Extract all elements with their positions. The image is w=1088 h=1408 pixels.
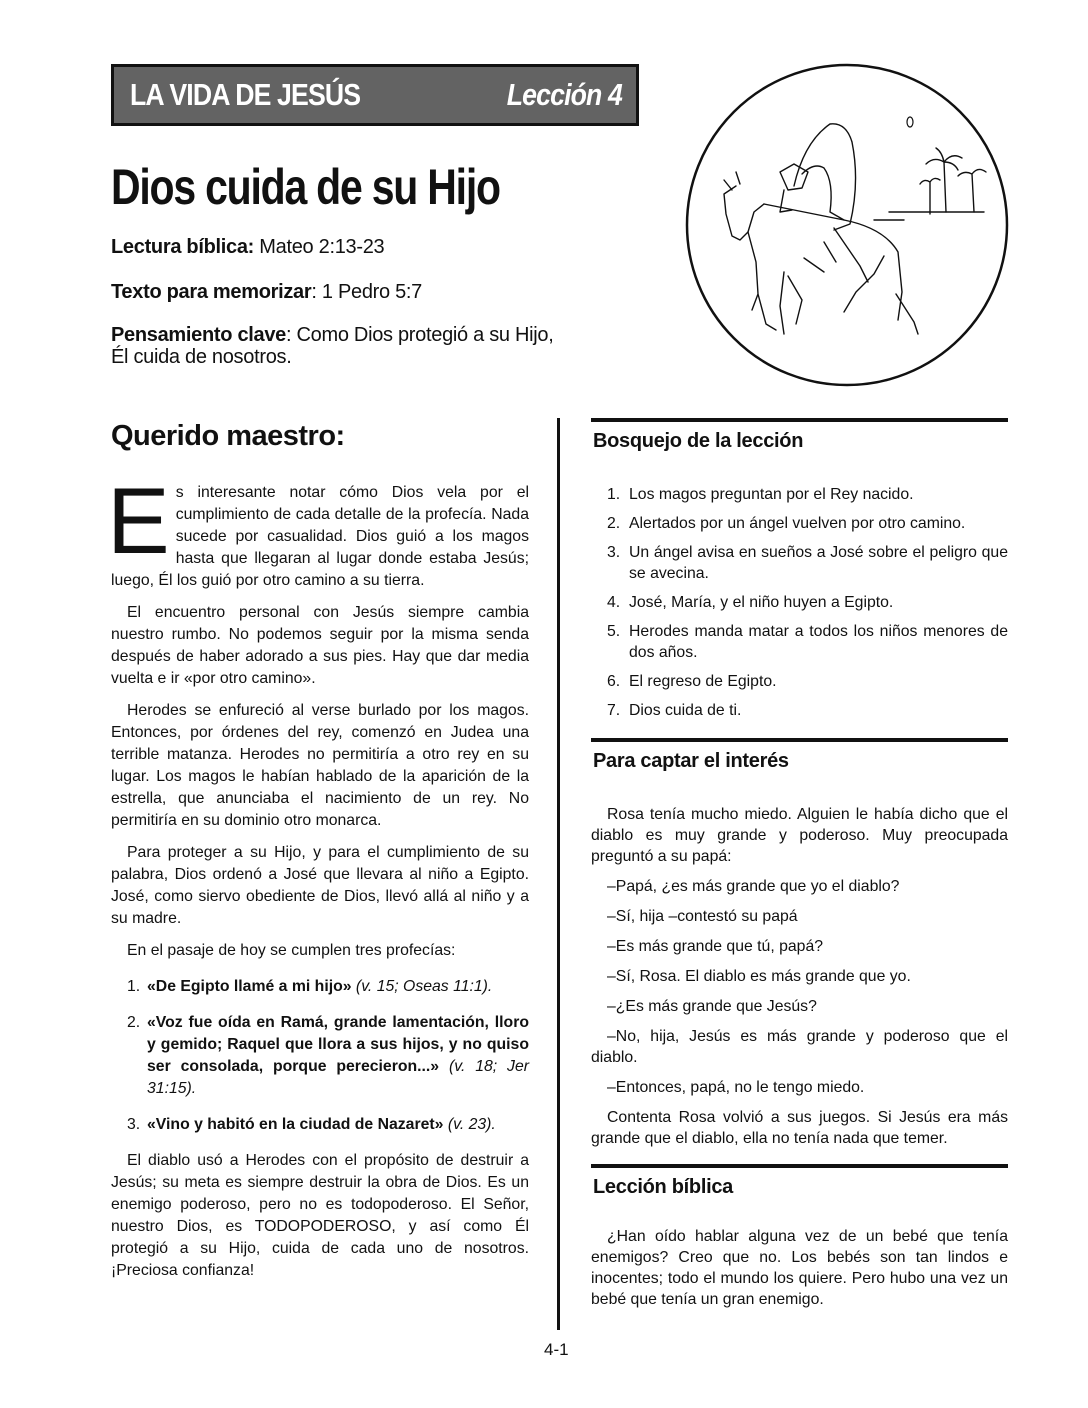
key-thought-label: Pensamiento clave: [111, 324, 286, 346]
lesson-number: Lección 4: [506, 77, 622, 112]
section-rule: [591, 738, 1008, 742]
paragraph: Contenta Rosa volvió a sus juegos. Si Jesús era más grande que el diablo, ella no tenía nada que temer.: [591, 1109, 1008, 1147]
outline-text: José, María, y el niño huyen a Egipto.: [629, 594, 894, 611]
lesson-outline: [591, 484, 1008, 729]
drop-cap: E: [107, 468, 170, 573]
list-number: 3.: [607, 544, 621, 561]
outline-text: Alertados por un ángel vuelven por otro camino.: [629, 515, 966, 532]
page-title: Dios cuida de su Hijo: [111, 159, 500, 215]
prophecy-quote: «Voz fue oída en Ramá, grande lamentación, lloro y gemido; Raquel que llora a sus hijos, y no quiso ser consolada, porque perecieron...»: [147, 1014, 529, 1075]
interest-title: Para captar el interés: [593, 750, 789, 772]
bible-section-header: [591, 1164, 1008, 1199]
prophecy-ref: (v. 15; Oseas 11:1).: [351, 978, 493, 995]
prophecy-item: [111, 1012, 529, 1100]
prophecy-quote: «De Egipto llamé a mi hijo»: [147, 978, 352, 995]
paragraph: El diablo usó a Herodes con el propósito de destruir a Jesús; su meta es siempre destruir la obra de Dios. Es un enemigo poderoso, pero no es todopoderoso. El Señor, nuestro Dios, es TODOPODEROSO, y así como Él protegió a su Hijo, cuida de cada uno de nosotros. ¡Preciosa confianza!: [111, 1152, 529, 1279]
bible-reading: [111, 236, 384, 259]
bible-reading-value: Mateo 2:13-23: [254, 236, 385, 258]
paragraph: Rosa tenía mucho miedo. Alguien le había dicho que el diablo es muy grande y poderoso. Muy preocupada preguntó a su papá:: [591, 806, 1008, 865]
paragraph-text: s interesante notar cómo Dios vela por el cumplimiento de cada detalle de la profecía. Nada sucede por casualidad. Dios guió a los magos hasta que llegaran al lugar donde estaba Jesús; luego, Él los guió por otro camino a su tierra.: [111, 484, 529, 589]
memory-verse-label: Texto para memorizar: [111, 281, 312, 303]
memory-verse: [111, 281, 422, 304]
paragraph: –Papá, ¿es más grande que yo el diablo?: [607, 878, 900, 895]
paragraph: –Sí, hija –contestó su papá: [607, 908, 798, 925]
interest-section-header: [591, 738, 1008, 773]
list-number: 6.: [607, 673, 621, 690]
paragraph: ¿Han oído hablar alguna vez de un bebé que tenía enemigos? Creo que no. Los bebés son tan lindos e inocentes; todo el mundo los quiere. Pero hubo una vez un bebé que tenía un gran enemigo.: [591, 1228, 1008, 1308]
prophecy-item: [111, 976, 529, 998]
prophecy-quote: «Vino y habitó en la ciudad de Nazaret»: [147, 1116, 444, 1133]
outline-text: El regreso de Egipto.: [629, 673, 777, 690]
outline-item: [591, 621, 1008, 663]
key-thought-value: : Como Dios protegió a su Hijo,: [286, 324, 554, 346]
series-title: LA VIDA DE JESÚS: [130, 77, 361, 112]
outline-section-header: [591, 418, 1008, 453]
prophecy-ref: (v. 23).: [443, 1116, 496, 1133]
outline-item: [591, 484, 1008, 505]
list-number: 5.: [607, 623, 621, 640]
prophecy-list: [111, 976, 529, 1136]
list-number: 2.: [127, 1014, 141, 1031]
outline-text: Herodes manda matar a todos los niños menores de dos años.: [629, 623, 1008, 661]
bible-reading-label: Lectura bíblica:: [111, 236, 255, 258]
list-number: 3.: [127, 1116, 141, 1133]
paragraph: –No, hija, Jesús es más grande y poderoso que el diablo.: [591, 1028, 1008, 1066]
prophecy-item: [111, 1114, 529, 1136]
page-number: 4-1: [544, 1340, 569, 1359]
section-rule: [591, 418, 1008, 422]
paragraph: El encuentro personal con Jesús siempre cambia nuestro rumbo. No podemos seguir por la misma senda después de haber adorado a sus pies. Hay que dar media vuelta e ir «por otro camino».: [111, 604, 529, 687]
paragraph: En el pasaje de hoy se cumplen tres profecías:: [127, 942, 456, 959]
outline-text: Dios cuida de ti.: [629, 702, 742, 719]
paragraph: Herodes se enfureció al verse burlado por los magos. Entonces, por órdenes del rey, comenzó en Judea una terrible matanza. Herodes no permitiría a otro rey en su lugar. Los magos le habían hablado de la aparición de la estrella, que anunciaba el nacimiento de un rey. No permitiría en su dominio otro monarca.: [111, 702, 529, 829]
list-number: 1.: [127, 978, 141, 995]
bible-lesson-title: Lección bíblica: [593, 1176, 733, 1198]
prophecy-ref: (v. 18; Jer 31:15).: [147, 1058, 529, 1097]
paragraph: –¿Es más grande que Jesús?: [607, 998, 817, 1015]
paragraph: –Entonces, papá, no le tengo miedo.: [607, 1079, 865, 1096]
memory-verse-value: : 1 Pedro 5:7: [311, 281, 422, 303]
column-divider: [557, 418, 560, 1330]
outline-item: [591, 671, 1008, 692]
key-thought-value-2: Él cuida de nosotros.: [111, 346, 292, 368]
teacher-heading: Querido maestro:: [111, 420, 345, 452]
outline-title: Bosquejo de la lección: [593, 430, 804, 452]
series-banner: [111, 64, 639, 126]
section-rule: [591, 1164, 1008, 1168]
paragraph: –Sí, Rosa. El diablo es más grande que yo.: [607, 968, 911, 985]
list-number: 2.: [607, 515, 621, 532]
outline-item: [591, 592, 1008, 613]
interest-story: [591, 804, 1008, 1158]
outline-item: [591, 513, 1008, 534]
list-number: 7.: [607, 702, 621, 719]
paragraph: –Es más grande que tú, papá?: [607, 938, 824, 955]
list-number: 4.: [607, 594, 621, 611]
outline-text: Un ángel avisa en sueños a José sobre el peligro que se avecina.: [629, 544, 1008, 582]
flight-to-egypt-illustration: [684, 62, 1010, 388]
teacher-letter: [107, 468, 529, 1292]
outline-text: Los magos preguntan por el Rey nacido.: [629, 486, 914, 503]
list-number: 1.: [607, 486, 621, 503]
paragraph: Para proteger a su Hijo, y para el cumplimiento de su palabra, Dios ordenó a José que llevara al niño a Egipto. José, como siervo obediente de Dios, llevó allá al niño y a su madre.: [111, 844, 529, 927]
outline-item: [591, 542, 1008, 584]
key-thought: [111, 324, 554, 368]
outline-item: [591, 700, 1008, 721]
bible-lesson-text: [591, 1226, 1008, 1319]
paragraph: [107, 468, 529, 592]
